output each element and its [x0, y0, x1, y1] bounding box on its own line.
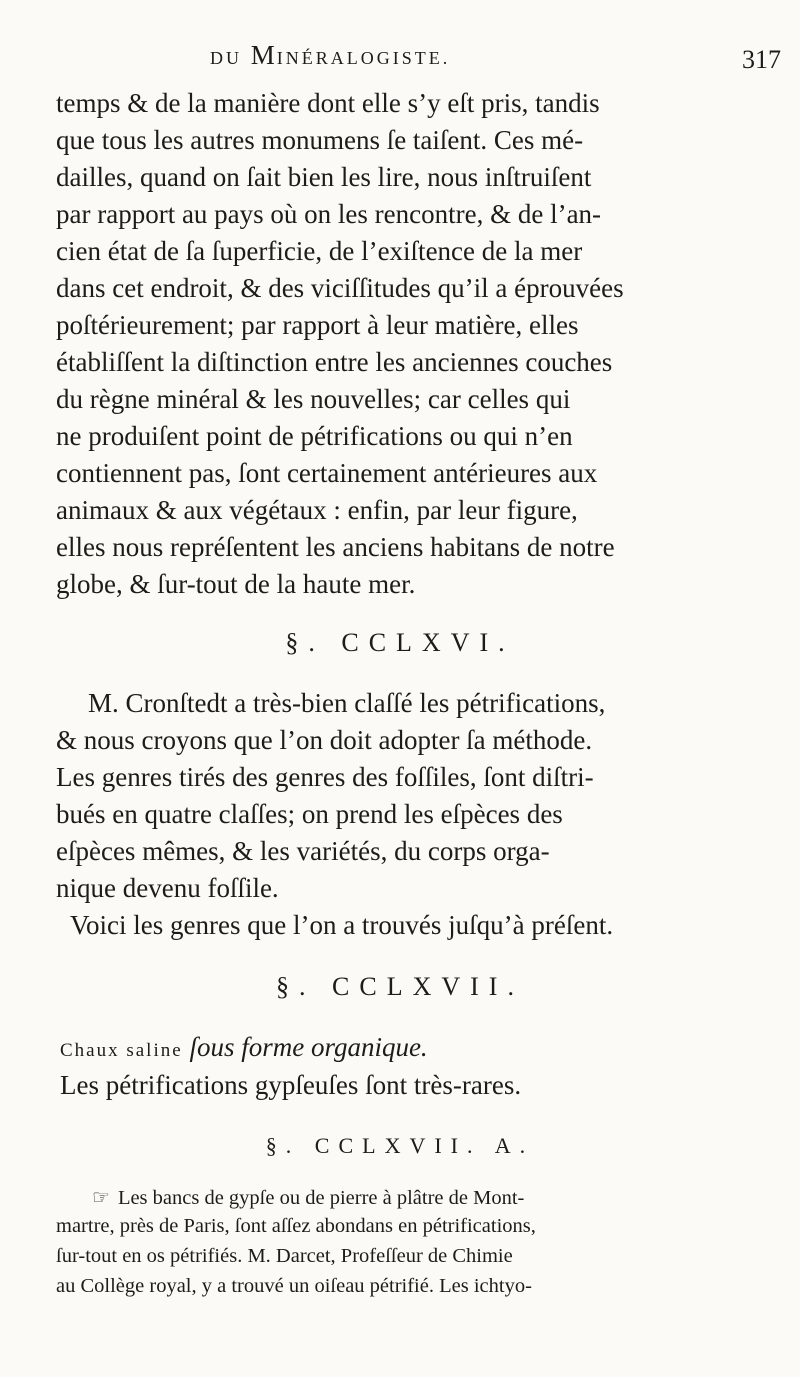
body-line: cien état de ſa ſuperficie, de l’exiſtence de la mer	[56, 236, 583, 266]
body-line: bués en quatre claſſes; on prend les eſpèces des	[56, 799, 563, 829]
pointing-hand-icon: ☞	[92, 1187, 110, 1209]
header-title-initial: M	[250, 40, 277, 70]
section-heading-266: §. CCLXVI.	[285, 628, 515, 657]
body-line: par rapport au pays où on les rencontre, & de l’an-	[56, 199, 602, 229]
body-line: eſpèces mêmes, & les variétés, du corps orga-	[56, 836, 550, 866]
body-line: Les genres tirés des genres des foſſiles, ſont diſtri-	[56, 762, 594, 792]
footnote-line: au Collège royal, y a trouvé un oiſeau pétrifié. Les ichtyo-	[56, 1275, 532, 1297]
body-line: contiennent pas, ſont certainement antérieures aux	[56, 458, 598, 488]
chaux-line	[60, 1032, 760, 1063]
body-line: elles nous repréſentent les anciens habitans de notre	[56, 532, 615, 562]
body-line: globe, & ſur-tout de la haute mer.	[56, 569, 416, 599]
page-number: 317	[742, 45, 781, 74]
body-line: Voici les genres que l’on a trouvés juſqu’à préſent.	[70, 910, 614, 940]
body-line: Les pétrifications gypſeuſes ſont très-rares.	[60, 1070, 522, 1100]
chaux-subtitle: ſous forme organique.	[189, 1032, 428, 1062]
body-line: ne produiſent point de pétrifications ou qui n’en	[56, 421, 573, 451]
body-line: nique devenu foſſile.	[56, 873, 279, 903]
section-heading-267: §. CCLXVII.	[276, 972, 524, 1001]
body-line: dans cet endroit, & des viciſſitudes qu’il a éprouvées	[56, 273, 624, 303]
body-line: que tous les autres monumens ſe taiſent. Ces mé-	[56, 125, 584, 155]
footnote-line: martre, près de Paris, ſont aſſez abondans en pétrifications,	[56, 1215, 536, 1237]
footnote-line: ſur-tout en os pétrifiés. M. Darcet, Profeſſeur de Chimie	[56, 1245, 513, 1267]
body-line: établiſſent la diſtinction entre les anciennes couches	[56, 347, 613, 377]
body-line: M. Cronſtedt a très-bien claſſé les pétrifications,	[88, 688, 606, 718]
running-header	[210, 40, 620, 71]
body-line: temps & de la manière dont elle s’y eſt pris, tandis	[56, 88, 600, 118]
body-line: & nous croyons que l’on doit adopter ſa méthode.	[56, 725, 593, 755]
header-prefix: DU	[210, 48, 242, 68]
chaux-title: Chaux saline	[60, 1040, 183, 1061]
body-line: poſtérieurement; par rapport à leur matière, elles	[56, 310, 579, 340]
body-line: du règne minéral & les nouvelles; car celles qui	[56, 384, 571, 414]
footnote-line: ☞ Les bancs de gypſe ou de pierre à plâtre de Mont-	[92, 1187, 525, 1209]
body-line: dailles, quand on ſait bien les lire, nous inſtruiſent	[56, 162, 592, 192]
section-heading-267a: §. CCLXVII. A.	[265, 1133, 535, 1158]
body-line: animaux & aux végétaux : enfin, par leur figure,	[56, 495, 578, 525]
header-title-rest: INÉRALOGISTE.	[276, 48, 451, 68]
